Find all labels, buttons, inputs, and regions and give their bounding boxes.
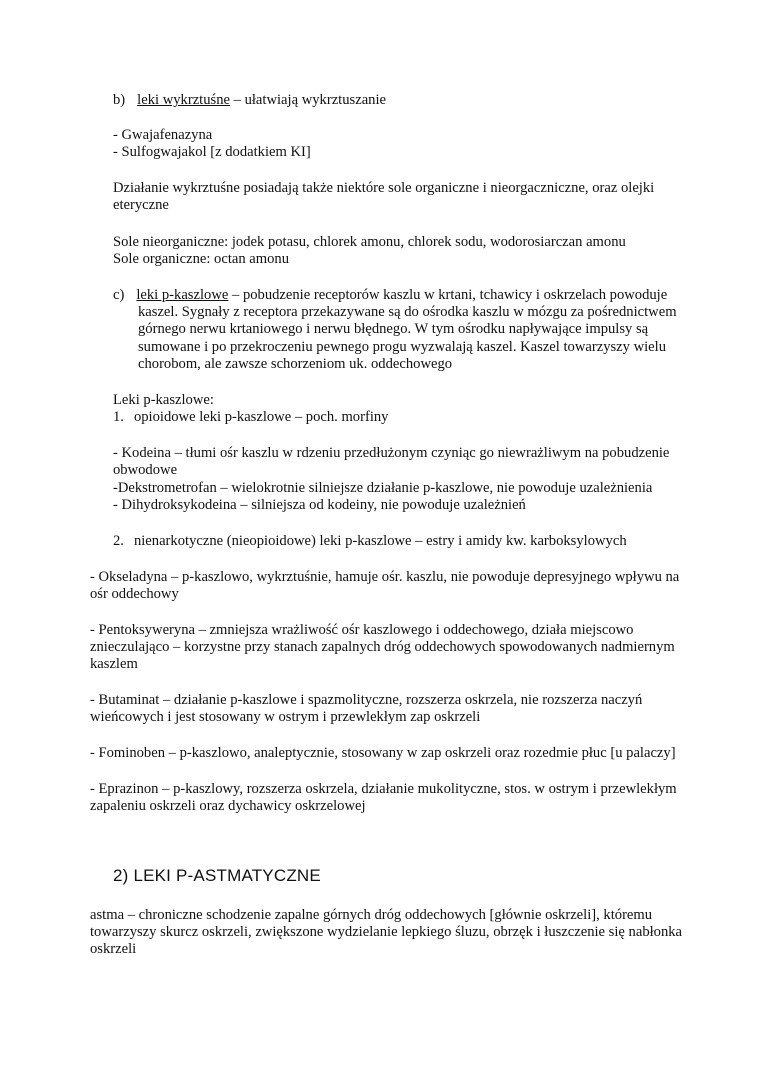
paragraph-line: oskrzeli bbox=[90, 941, 137, 957]
paragraph-line: Działanie wykrztuśne posiadają także niektóre sole organiczne i nieorgaczniczne, oraz olejki bbox=[113, 180, 655, 196]
drug-line: znieczulająco – korzystne przy stanach zapalnych dróg oddechowych spowodowanych nadmiernym bbox=[90, 639, 675, 655]
term-description: – ułatwiają wykrztuszanie bbox=[229, 92, 386, 108]
drug-line: - Eprazinon – p-kaszlowy, rozszerza oskrzela, działanie mukolityczne, stos. w ostrym i przewlekłym bbox=[90, 781, 677, 797]
drug-line: - Pentoksyweryna – zmniejsza wrażliwość ośr kaszlowego i oddechowego, działa miejscowo bbox=[90, 622, 634, 638]
drug-line: - Kodeina – tłumi ośr kaszlu w rdzeniu przedłużonym czyniąc go niewrażliwym na pobudzenie bbox=[113, 445, 670, 461]
item-text: nienarkotyczne (nieopioidowe) leki p-kaszlowe – estry i amidy kw. karboksylowych bbox=[133, 533, 627, 549]
section-heading: 2) LEKI P-ASTMATYCZNE bbox=[113, 866, 321, 885]
paragraph-line: astma – chroniczne schodzenie zapalne górnych dróg oddechowych [głównie oskrzeli], któremu bbox=[90, 907, 653, 923]
drug-line: - Gwajafenazyna bbox=[113, 127, 213, 143]
drug-line: obwodowe bbox=[113, 462, 178, 478]
numbered-item-1 bbox=[113, 409, 388, 426]
term-antitussives: leki p-kaszlowe bbox=[136, 287, 229, 303]
list-item-c bbox=[113, 287, 667, 304]
drug-line: kaszlem bbox=[90, 656, 138, 672]
list-marker: b) bbox=[113, 92, 126, 108]
paragraph-line: eteryczne bbox=[113, 197, 169, 213]
term-expectorants: leki wykrztuśne bbox=[137, 92, 230, 108]
paragraph-line: górnego nerwu krtaniowego i nerwu błędnego. W tym ośrodku napływające impulsy są bbox=[138, 321, 649, 337]
list-marker: c) bbox=[113, 287, 125, 303]
drug-line: - Butaminat – działanie p-kaszlowe i spazmolityczne, rozszerza oskrzela, nie rozszerza naczyń bbox=[90, 692, 643, 708]
section-title: Leki p-kaszlowe: bbox=[113, 392, 214, 408]
drug-line: - Fominoben – p-kaszlowo, analeptycznie, stosowany w zap oskrzeli oraz rozedmie płuc [u palaczy] bbox=[90, 745, 676, 761]
item-number: 1. bbox=[113, 409, 124, 425]
term-description: – pobudzenie receptorów kaszlu w krtani, tchawicy i oskrzelach powoduje bbox=[228, 287, 668, 303]
drug-line: - Dihydroksykodeina – silniejsza od kodeiny, nie powoduje uzależnień bbox=[113, 497, 526, 513]
drug-line: - Sulfogwajakol [z dodatkiem KI] bbox=[113, 144, 311, 160]
drug-line: zapaleniu oskrzeli oraz dychawicy oskrzelowej bbox=[90, 798, 366, 814]
paragraph-line: chorobom, ale zawsze schorzeniom uk. oddechowego bbox=[138, 356, 453, 372]
numbered-item-2 bbox=[113, 533, 627, 550]
salts-line: Sole nieorganiczne: jodek potasu, chlorek amonu, chlorek sodu, wodorosiarczan amonu bbox=[113, 234, 626, 250]
drug-line: -Dekstrometrofan – wielokrotnie silniejsze działanie p-kaszlowe, nie powoduje uzależnienia bbox=[113, 480, 653, 496]
item-text: opioidowe leki p-kaszlowe – poch. morfiny bbox=[133, 409, 389, 425]
drug-line: - Okseladyna – p-kaszlowo, wykrztuśnie, hamuje ośr. kaszlu, nie powoduje depresyjnego wpływu na bbox=[90, 569, 680, 585]
paragraph-line: kaszel. Sygnały z receptora przekazywane są do ośrodka kaszlu w mózgu za pośrednictwem bbox=[138, 304, 677, 320]
drug-line: wieńcowych i jest stosowany w ostrym i przewlekłym zap oskrzeli bbox=[90, 709, 481, 725]
salts-line: Sole organiczne: octan amonu bbox=[113, 251, 290, 267]
paragraph-line: towarzyszy skurcz oskrzeli, zwiększone wydzielanie lepkiego śluzu, obrzęk i łuszczenie się nabłonka bbox=[90, 924, 683, 940]
list-item-b bbox=[113, 92, 386, 109]
paragraph-line: sumowane i po przekroczeniu pewnego progu wyzwalają kaszel. Kaszel towarzyszy wielu bbox=[138, 339, 667, 355]
item-number: 2. bbox=[113, 533, 124, 549]
drug-line: ośr oddechowy bbox=[90, 586, 179, 602]
